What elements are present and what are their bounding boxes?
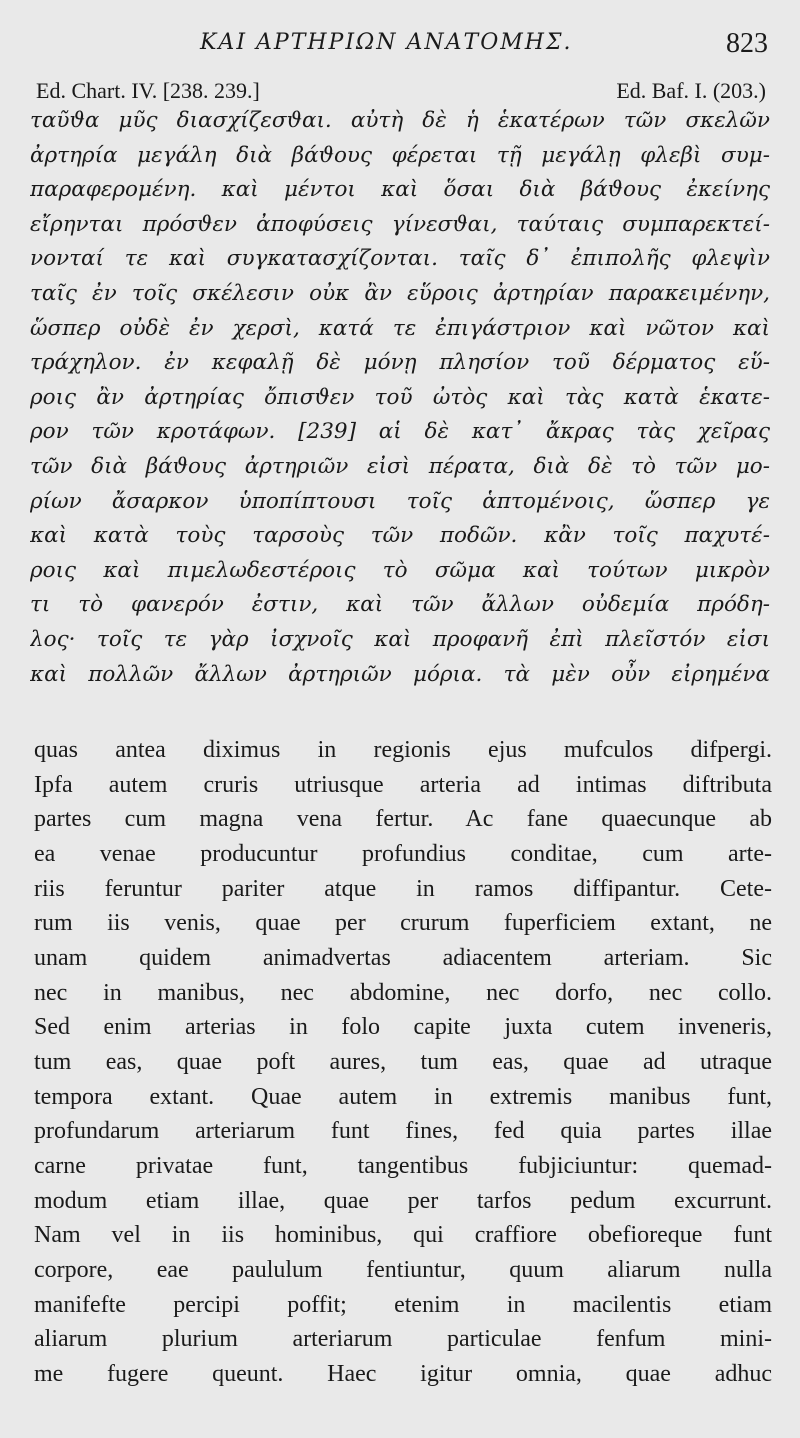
latin-line: unam quidem animadvertas adiacentem arteriam. Sic [34, 944, 772, 971]
greek-line: ροις καὶ πιμελωδεστέροις τὸ σῶμα καὶ τούτων μικρὸν [30, 557, 770, 583]
latin-line: Sed enim arterias in folo capite juxta cutem inveneris, [34, 1014, 772, 1041]
greek-line: ρον τῶν κροτάφων. [239] αἱ δὲ κατ᾽ ἄκρας τὰς χεῖρας [30, 419, 770, 445]
edition-references [36, 78, 766, 106]
running-head [0, 28, 800, 62]
greek-line: καὶ πολλῶν ἄλλων ἀρτηριῶν μόρια. τὰ μὲν οὖν εἰρημένα [30, 661, 770, 687]
latin-text [34, 733, 772, 1391]
latin-line: modum etiam illae, quae per tarfos pedum excurrunt. [34, 1187, 772, 1214]
latin-line: carne privatae funt, tangentibus fubjiciuntur: quemad- [34, 1152, 772, 1179]
greek-line: ρίων ἄσαρκον ὑποπίπτουσι τοῖς ἁπτομένοις, ὥσπερ γε [30, 488, 770, 514]
latin-line: me fugere queunt. Haec igitur omnia, quae adhuc [34, 1360, 772, 1387]
latin-line: ea venae producuntur profundius conditae, cum arte- [34, 840, 772, 867]
latin-line: rum iis venis, quae per crurum fuperficiem extant, ne [34, 910, 772, 937]
edition-chartier: Ed. Chart. IV. [238. 239.] [36, 78, 260, 103]
greek-line: νονταί τε καὶ συγκατασχίζονται. ταῖς δ᾽ ἐπιπολῆς φλεψὶν [30, 246, 770, 272]
latin-line: tum eas, quae poft aures, tum eas, quae ad utraque [34, 1048, 772, 1075]
latin-line: partes cum magna vena fertur. Ac fane quaecunque ab [34, 806, 772, 833]
latin-line: riis feruntur pariter atque in ramos diffipantur. Cete- [34, 875, 772, 902]
running-title: ΚΑΙ ΑΡΤΗΡΙΩΝ ΑΝΑΤΟΜΗΣ. [200, 30, 573, 55]
greek-line: τράχηλον. ἐν κεφαλῇ δὲ μόνῃ πλησίον τοῦ δέρματος εὕ- [30, 350, 770, 376]
greek-text [30, 104, 770, 692]
latin-line: Ipfa autem cruris utriusque arteria ad intimas diftributa [34, 771, 772, 798]
greek-line: λος· τοῖς τε γὰρ ἰσχνοῖς καὶ προφανῆ ἐπὶ πλεῖστόν εἰσι [30, 626, 770, 652]
latin-line: tempora extant. Quae autem in extremis manibus funt, [34, 1083, 772, 1110]
latin-line: nec in manibus, nec abdomine, nec dorfo, nec collo. [34, 979, 772, 1006]
page-number: 823 [726, 28, 768, 59]
greek-line: ροις ἂν ἀρτηρίας ὄπισϑεν τοῦ ὠτὸς καὶ τὰς κατὰ ἑκατε- [30, 384, 770, 410]
greek-line: ἀρτηρία μεγάλη διὰ βάϑους φέρεται τῇ μεγάλῃ φλεβὶ συμ- [30, 142, 770, 168]
greek-line: καὶ κατὰ τοὺς ταρσοὺς τῶν ποδῶν. κἂν τοῖς παχυτέ- [30, 523, 770, 549]
edition-basel: Ed. Baf. I. (203.) [616, 78, 766, 103]
greek-line: ὥσπερ οὐδὲ ἐν χερσὶ, κατά τε ἐπιγάστριον καὶ νῶτον καὶ [30, 315, 770, 341]
greek-line: ταῦϑα μῦς διασχίζεσϑαι. αὐτὴ δὲ ἡ ἑκατέρων τῶν σκελῶν [30, 108, 770, 133]
latin-line: aliarum plurium arteriarum particulae fenfum mini- [34, 1326, 772, 1353]
greek-line: εἴρηνται πρόσϑεν ἀποφύσεις γίνεσϑαι, ταύταις συμπαρεκτεί- [30, 211, 770, 237]
greek-line: τῶν διὰ βάϑους ἀρτηριῶν εἰσὶ πέρατα, διὰ δὲ τὸ τῶν μο- [30, 453, 770, 479]
greek-line: τι τὸ φανερόν ἐστιν, καὶ τῶν ἄλλων οὐδεμία πρόδη- [30, 592, 770, 618]
greek-line: παραφερομένη. καὶ μέντοι καὶ ὅσαι διὰ βάϑους ἐκείνης [30, 177, 770, 203]
latin-line: corpore, eae paululum fentiuntur, quum aliarum nulla [34, 1256, 772, 1283]
latin-line: manifefte percipi poffit; etenim in macilentis etiam [34, 1291, 772, 1318]
greek-line: ταῖς ἐν τοῖς σκέλεσιν οὐκ ἂν εὕροις ἀρτηρίαν παρακειμένην, [30, 280, 770, 306]
latin-line: Nam vel in iis hominibus, qui craffiore obefioreque funt [34, 1222, 772, 1249]
latin-line: profundarum arteriarum funt fines, fed quia partes illae [34, 1118, 772, 1145]
latin-line: quas antea diximus in regionis ejus mufculos difpergi. [34, 737, 772, 763]
